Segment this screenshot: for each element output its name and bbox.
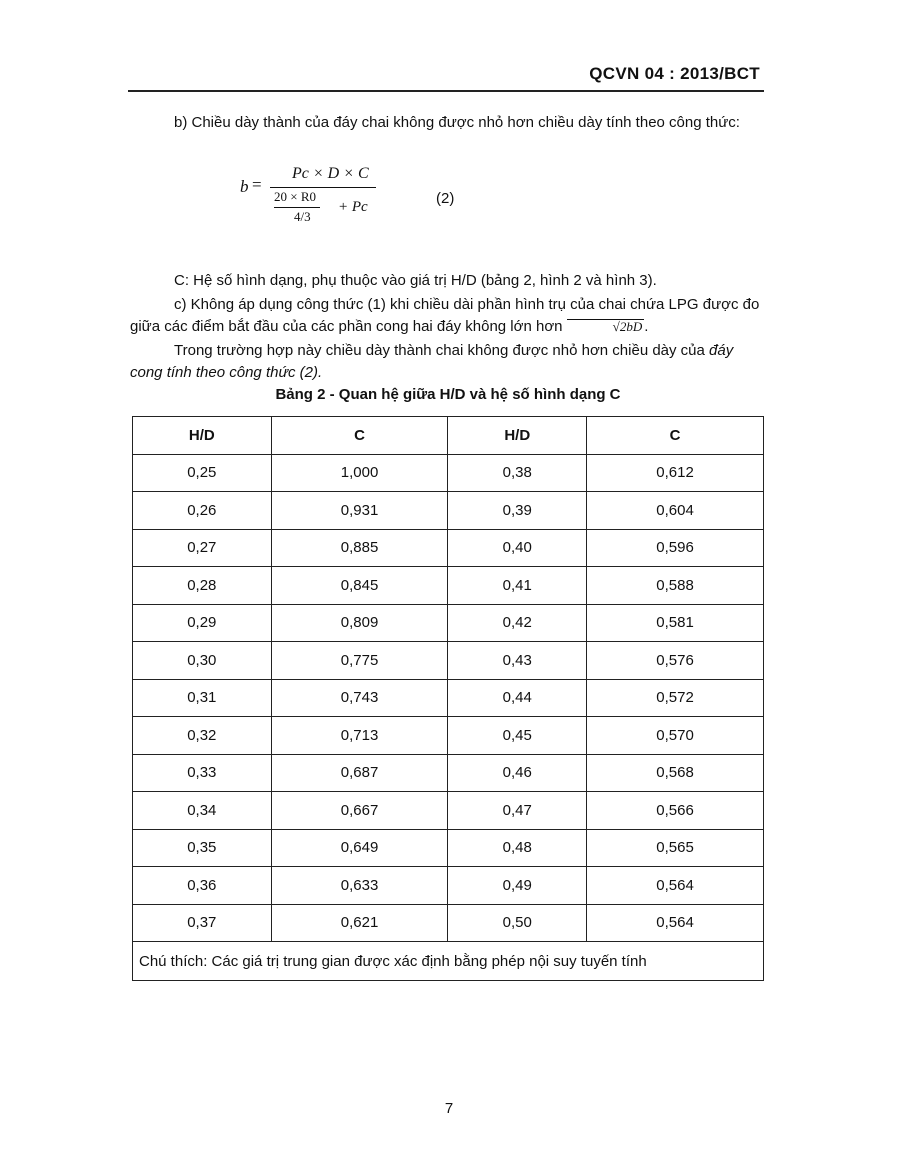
table-cell: 0,38	[448, 454, 587, 492]
paragraph-b: b) Chiều dày thành của đáy chai không được nhỏ hơn chiều dày tính theo công thức:	[174, 114, 740, 131]
table-cell: 0,44	[448, 679, 587, 717]
table-cell: 0,35	[133, 829, 272, 867]
table-cell: 0,31	[133, 679, 272, 717]
standard-code: QCVN 04 : 2013/BCT	[589, 64, 760, 83]
table-row	[133, 679, 764, 717]
paragraph-c	[130, 294, 766, 338]
table-row	[133, 867, 764, 905]
table-cell: 0,687	[271, 754, 448, 792]
table-row	[133, 529, 764, 567]
table-cell: 0,604	[587, 492, 764, 530]
table-cell: 0,713	[271, 717, 448, 755]
table-cell: 0,612	[587, 454, 764, 492]
table-row	[133, 567, 764, 605]
table-cell: 0,667	[271, 792, 448, 830]
table-cell: 0,564	[587, 904, 764, 942]
table-cell: 0,743	[271, 679, 448, 717]
table-row	[133, 717, 764, 755]
table-note-row	[133, 942, 764, 981]
table-cell: 0,29	[133, 604, 272, 642]
table-cell: 0,34	[133, 792, 272, 830]
hd-coefficient-table	[132, 416, 764, 981]
paragraph-b-wrapper	[174, 112, 766, 134]
header-hd-1: H/D	[133, 417, 272, 455]
page-number: 7	[444, 1100, 454, 1117]
table-cell: 0,566	[587, 792, 764, 830]
table-cell: 0,621	[271, 904, 448, 942]
table-cell: 0,576	[587, 642, 764, 680]
formula-plus-term: + Pc	[338, 199, 368, 215]
table-cell: 0,596	[587, 529, 764, 567]
paragraph-c-end: .	[644, 318, 649, 335]
table-cell: 0,565	[587, 829, 764, 867]
table-row	[133, 604, 764, 642]
table-cell: 0,885	[271, 529, 448, 567]
page-header	[128, 60, 764, 92]
table-cell: 0,42	[448, 604, 587, 642]
sqrt-expression: √2bD	[567, 319, 645, 334]
table-cell: 0,28	[133, 567, 272, 605]
table-cell: 0,845	[271, 567, 448, 605]
paragraph-d-line2: đáy cong tính theo công thức (2).	[130, 342, 734, 381]
formula-equals: =	[252, 175, 262, 194]
table-cell: 0,570	[587, 717, 764, 755]
table-row	[133, 904, 764, 942]
formula-lhs: b	[240, 177, 249, 196]
header-c-2: C	[587, 417, 764, 455]
table-header-row	[133, 417, 764, 455]
table-cell: 0,45	[448, 717, 587, 755]
table-cell: 0,572	[587, 679, 764, 717]
table-cell: 0,40	[448, 529, 587, 567]
table-row	[133, 754, 764, 792]
table-cell: 0,46	[448, 754, 587, 792]
table-cell: 0,931	[271, 492, 448, 530]
table-body	[133, 454, 764, 942]
table-cell: 0,30	[133, 642, 272, 680]
table-row	[133, 492, 764, 530]
table-cell: 0,50	[448, 904, 587, 942]
table-cell: 0,568	[587, 754, 764, 792]
table-cell: 0,633	[271, 867, 448, 905]
formula-numerator: Pc × D × C	[292, 165, 369, 182]
table-row	[133, 829, 764, 867]
table-row	[133, 792, 764, 830]
table-cell: 0,25	[133, 454, 272, 492]
table-cell: 0,809	[271, 604, 448, 642]
fraction-bar	[270, 187, 376, 188]
table-caption: Bảng 2 - Quan hệ giữa H/D và hệ số hình dạng C	[275, 386, 621, 403]
table-cell: 0,27	[133, 529, 272, 567]
table-cell: 0,32	[133, 717, 272, 755]
paragraph-d	[130, 340, 766, 384]
table-cell: 0,581	[587, 604, 764, 642]
formula-denominator-fraction: 4/3	[294, 209, 311, 224]
table-cell: 0,37	[133, 904, 272, 942]
table-cell: 0,39	[448, 492, 587, 530]
paragraph-c-definition: C: Hệ số hình dạng, phụ thuộc vào giá trị H/D (bảng 2, hình 2 và hình 3).	[174, 272, 657, 289]
table-cell: 0,588	[587, 567, 764, 605]
table-cell: 0,47	[448, 792, 587, 830]
header-c-1: C	[271, 417, 448, 455]
table-cell: 0,33	[133, 754, 272, 792]
header-hd-2: H/D	[448, 417, 587, 455]
table-cell: 0,564	[587, 867, 764, 905]
table-cell: 0,26	[133, 492, 272, 530]
table-cell: 0,649	[271, 829, 448, 867]
table-cell: 0,43	[448, 642, 587, 680]
paragraph-c-text: c) Không áp dụng công thức (1) khi chiều dài phần hình trụ của chai chứa LPG được đo giữa các điểm bắt đầu của các phần cong hai đáy không lớn hơn	[130, 296, 760, 335]
table-cell: 0,36	[133, 867, 272, 905]
table-cell: 0,775	[271, 642, 448, 680]
table-cell: 0,49	[448, 867, 587, 905]
table-row	[133, 642, 764, 680]
sqrt-radicand: 2bD	[619, 319, 643, 334]
table-row	[133, 454, 764, 492]
formula-reference: (2)	[436, 190, 455, 207]
table-cell: 1,000	[271, 454, 448, 492]
formula-denominator-top: 20 × R0	[274, 189, 317, 204]
paragraph-d-line1: Trong trường hợp này chiều dày thành chai không được nhỏ hơn chiều dày của	[174, 342, 705, 359]
table-note: Chú thích: Các giá trị trung gian được xác định bằng phép nội suy tuyến tính	[133, 942, 764, 981]
inner-fraction-bar	[274, 207, 320, 208]
table-cell: 0,48	[448, 829, 587, 867]
table-cell: 0,41	[448, 567, 587, 605]
